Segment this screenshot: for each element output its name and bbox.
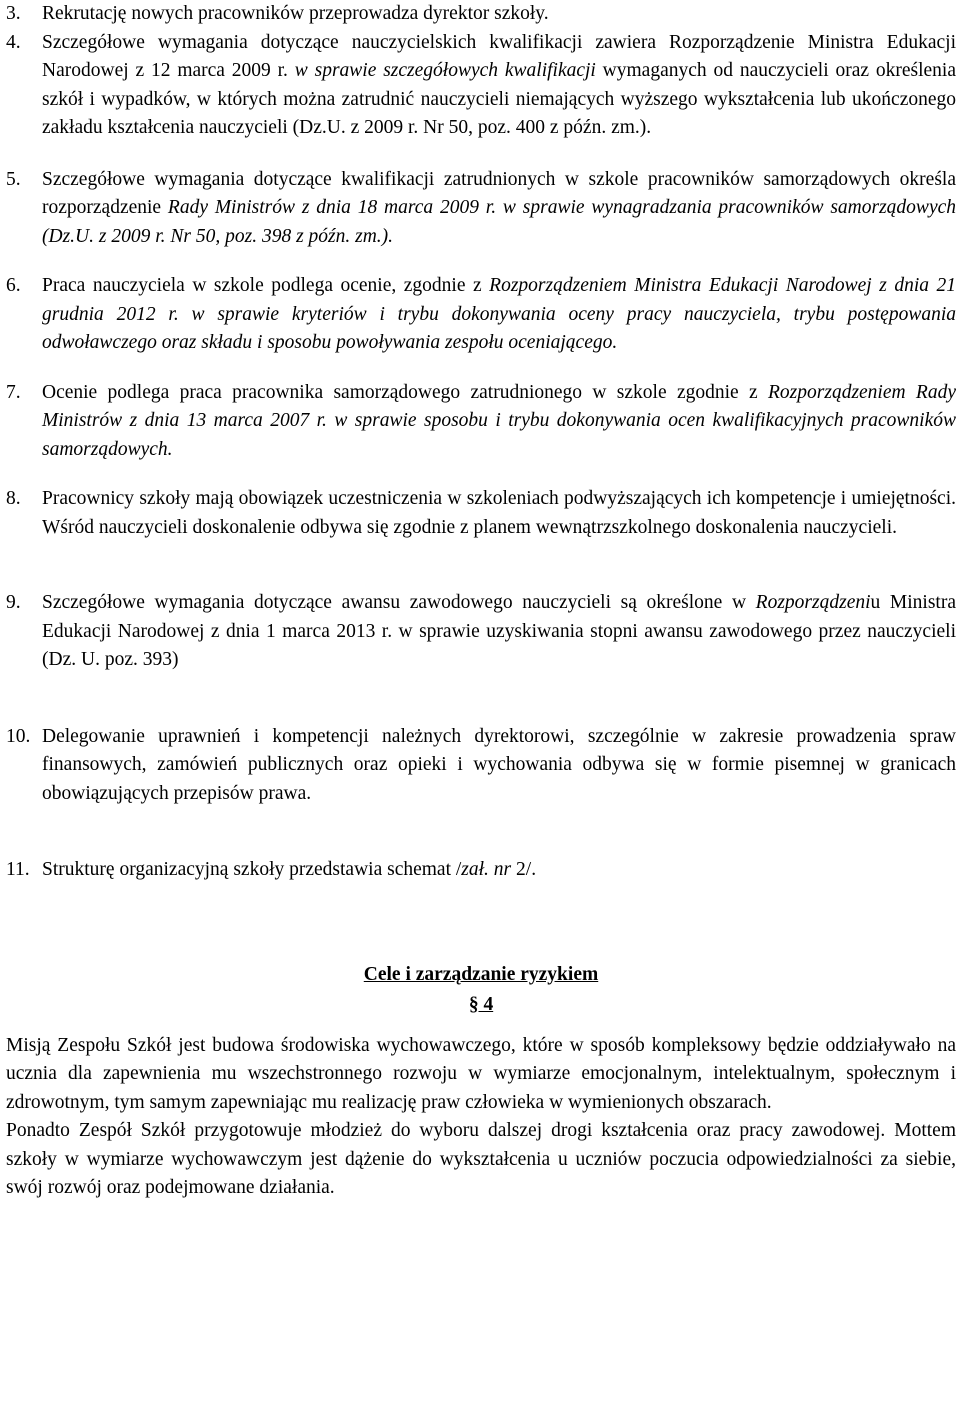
item-text: Rekrutację nowych pracowników przeprowadza dyrektor szkoły. [42,3,549,24]
item-number: 10. [6,725,31,747]
item-number: 4. [6,31,21,53]
list-item-9 [6,589,956,675]
item-text: Praca nauczyciela w szkole podlega ocenie, zgodnie z [42,275,490,296]
list-item-4 [6,29,956,143]
item-text-italic: zał. nr [461,859,512,880]
section-title: Cele i zarządzanie ryzykiem [363,963,599,985]
motto-paragraph: Ponadto Zespół Szkół przygotowuje młodzież do wyboru dalszej drogi kształcenia oraz pracy zawodowej. Mottem szkoły w wymiarze wychowawczym jest dążenie do wykształcenia u uczniów poczucia odpowiedzialności za siebie, swój rozwój oraz podejmowane działania. [6,1120,956,1198]
document-page [6,0,956,1203]
item-number: 8. [6,488,21,509]
item-text: wymaganych od nauczycieli oraz określenia szkół i wypadków, w których można zatrudnić nauczycieli niemających wyższego wykształcenia lub ukończonego zakładu kształcenia nauczycieli (Dz.U. z 2009 r. Nr 50, poz. 400 z późn. zm.). [42,60,956,138]
list-item-6 [6,272,956,358]
list-item-5 [6,166,956,252]
item-number: 11. [6,859,30,880]
item-number: 3. [6,3,21,24]
item-text: Pracownicy szkoły mają obowiązek uczestniczenia w szkoleniach podwyższających ich kompetencje i umiejętności. Wśród nauczycieli doskonalenie odbywa się zgodnie z planem wewnątrzszkolnego doskonalenia nauczycieli. [42,488,956,538]
item-number: 7. [6,381,21,403]
item-text-italic: Rady Ministrów z dnia 18 marca 2009 r. w sprawie wynagradzania pracowników samorządowych (Dz.U. z 2009 r. Nr 50, poz. 398 z późn. zm.). [42,197,957,247]
list-item-11 [6,856,956,885]
list [6,0,956,885]
item-number: 6. [6,275,21,296]
list-item-10 [6,723,956,809]
list-item-8 [6,485,956,542]
section-symbol: § 4 [468,993,494,1015]
item-text: Szczegółowe wymagania dotyczące kwalifikacji zatrudnionych w szkole pracowników samorządowych określa rozporządzenie [42,168,956,218]
item-text: Szczegółowe wymagania dotyczące nauczycielskich kwalifikacji zawiera Rozporządzenie Ministra Edukacji Narodowej z 12 marca 2009 r. [42,31,956,81]
item-text: Szczegółowe wymagania dotyczące awansu zawodowego nauczycieli są określone w [42,592,756,613]
item-text: Delegowanie uprawnień i kompetencji należnych dyrektorowi, szczególnie w zakresie prowadzenia spraw finansowych, zamówień publicznych oraz opieki i wychowania odbywa się w formie pisemnej w granicach obowiązujących przepisów prawa. [42,725,956,804]
item-text-italic: Rozporządzeniem Rady Ministrów z dnia 13 marca 2007 r. w sprawie sposobu i trybu dokonywania ocen kwalifikacyjnych pracowników samorządowych. [42,381,956,460]
item-text: 2/. [511,859,537,880]
item-number: 5. [6,168,21,190]
list-item-7 [6,379,956,465]
list-item-3 [6,0,956,29]
mission-paragraph: Misją Zespołu Szkół jest budowa środowiska wychowawczego, które w sposób kompleksowy będzie oddziaływało na ucznia dla zapewnienia mu wszechstronnego rozwoju w wymiarze emocjonalnym, intelektualnym, społecznym i zdrowotnym, tym samym zapewniając mu realizację praw człowieka w wymienionych obszarach. [6,1034,956,1113]
item-text: u Ministra Edukacji Narodowej z dnia 1 marca 2013 r. w sprawie uzyskiwania stopni awansu zawodowego przez nauczycieli (Dz. U. poz. 393) [42,592,956,670]
item-text-italic: w sprawie szczegółowych kwalifikacji [294,60,596,81]
item-text: Ocenie podlega praca pracownika samorządowego zatrudnionego w szkole zgodnie z [42,381,769,403]
item-text-italic: Rozporządzeni [755,592,871,613]
item-text: Strukturę organizacyjną szkoły przedstawia schemat / [42,859,462,880]
item-text-italic: Rozporządzeniem Ministra Edukacji Narodowej z dnia 21 grudnia 2012 r. w sprawie kryteriów i trybu dokonywania oceny pracy nauczyciela, trybu postępowania odwoławczego oraz składu i sposobu powoływania zespołu oceniającego. [42,275,956,353]
item-number: 9. [6,592,21,613]
